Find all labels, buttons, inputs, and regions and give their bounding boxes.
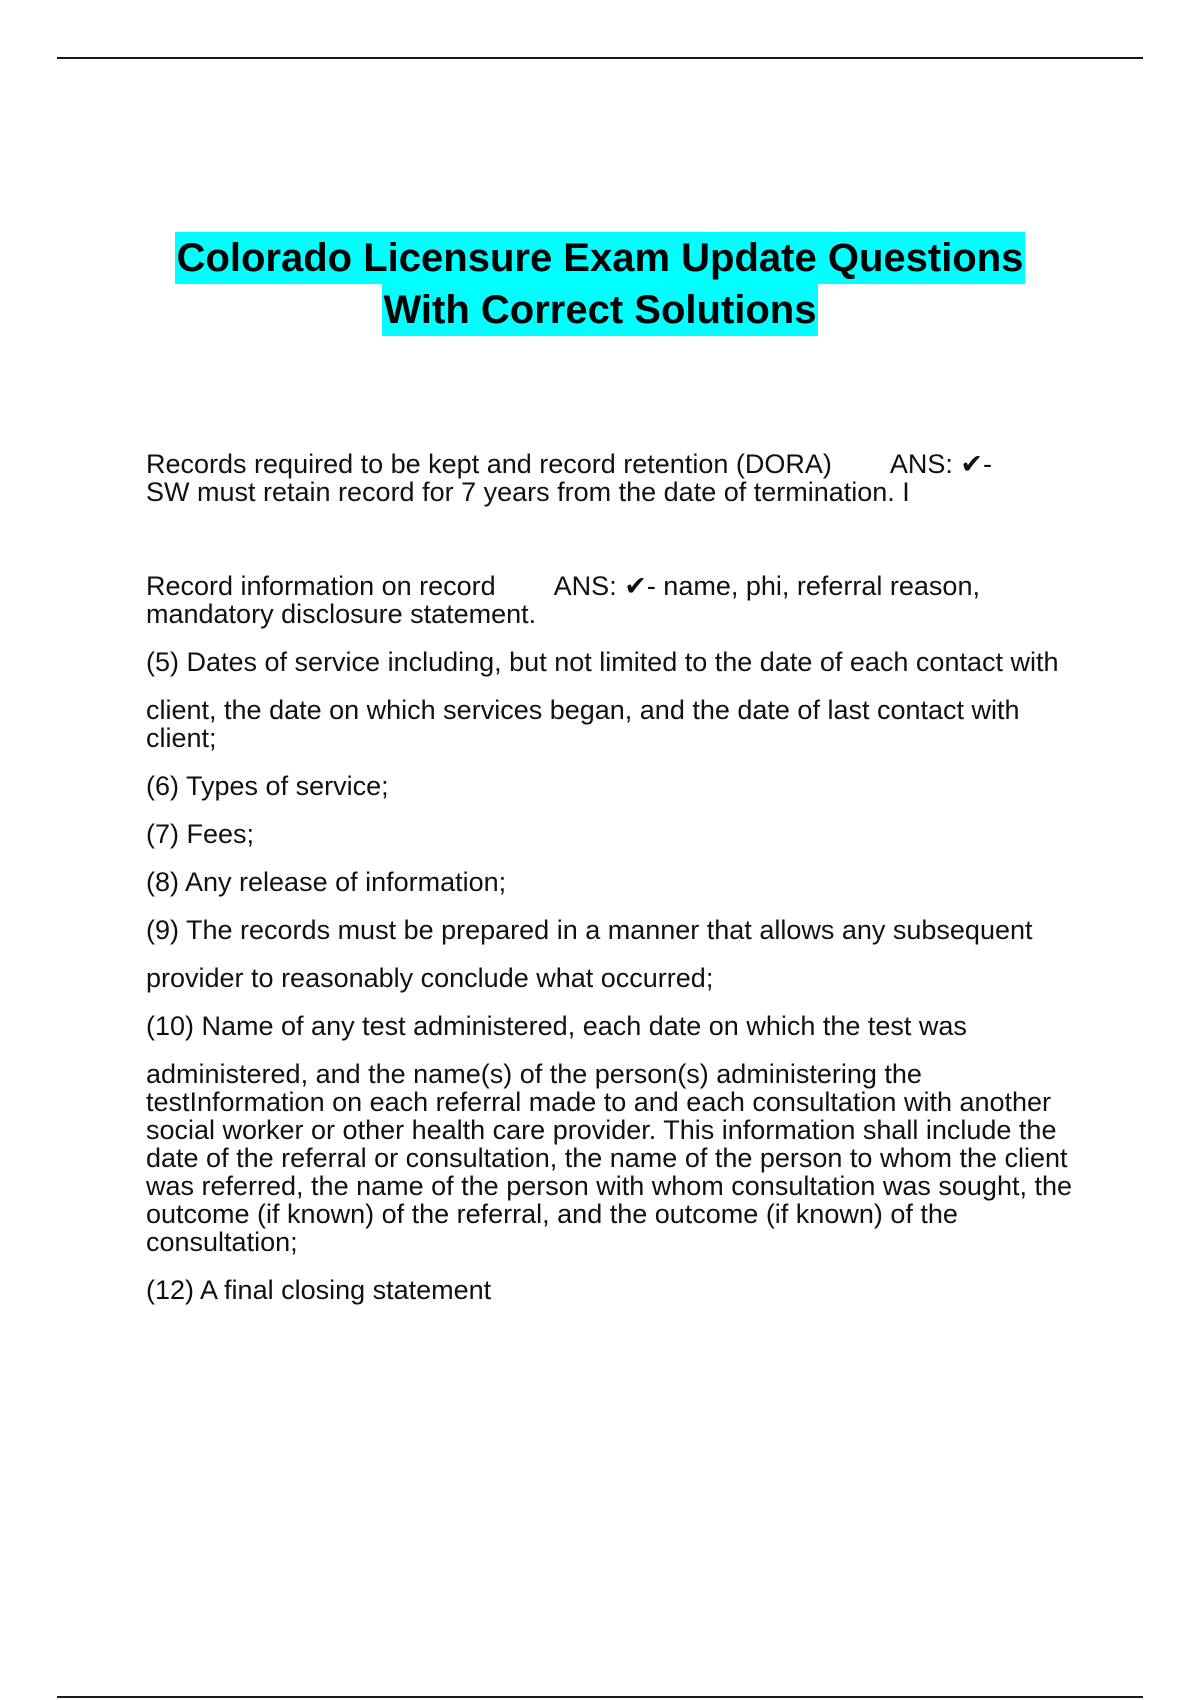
title-line-2: With Correct Solutions: [382, 284, 819, 336]
paragraph: administered, and the name(s) of the person(s) administering the testInformation on each referral made to and each consultation with another social worker or other health care provider. This information shall include the date of the referral or consultation, the name of the person to whom the client was referred, the name of the person with whom consultation was sought, the outcome (if known) of the referral, and the outcome (if known) of the consultation;: [146, 1059, 1073, 1257]
paragraph: (12) A final closing statement: [146, 1275, 492, 1305]
paragraph: provider to reasonably conclude what occurred;: [146, 963, 714, 993]
document-title: [0, 232, 1200, 336]
paragraph: (6) Types of service;: [146, 771, 389, 801]
title-line-1: Colorado Licensure Exam Update Questions: [175, 232, 1026, 284]
answer-text: SW must retain record for 7 years from the date of termination. I: [146, 477, 910, 507]
answer-text: mandatory disclosure statement.: [146, 599, 537, 629]
answer-prefix: ANS: ✔- name, phi, referral reason,: [553, 571, 980, 601]
question-text: Records required to be kept and record retention (DORA): [146, 449, 832, 479]
paragraph: (8) Any release of information;: [146, 867, 507, 897]
paragraph: client, the date on which services began, and the date of last contact with client;: [146, 695, 1020, 753]
qa-item: [146, 450, 1086, 506]
paragraph: (7) Fees;: [146, 819, 255, 849]
qa-item: [146, 572, 1086, 628]
document-body: [146, 450, 1086, 1304]
qa-line: [146, 572, 1086, 600]
paragraph: (10) Name of any test administered, each date on which the test was: [146, 1011, 967, 1041]
answer-prefix: ANS: ✔-: [889, 449, 992, 479]
qa-line: [146, 450, 1086, 478]
bottom-rule: [57, 1696, 1143, 1698]
question-text: Record information on record: [146, 571, 496, 601]
top-rule: [57, 57, 1143, 59]
paragraph: (5) Dates of service including, but not limited to the date of each contact with: [146, 647, 1059, 677]
paragraph: (9) The records must be prepared in a manner that allows any subsequent: [146, 915, 1033, 945]
